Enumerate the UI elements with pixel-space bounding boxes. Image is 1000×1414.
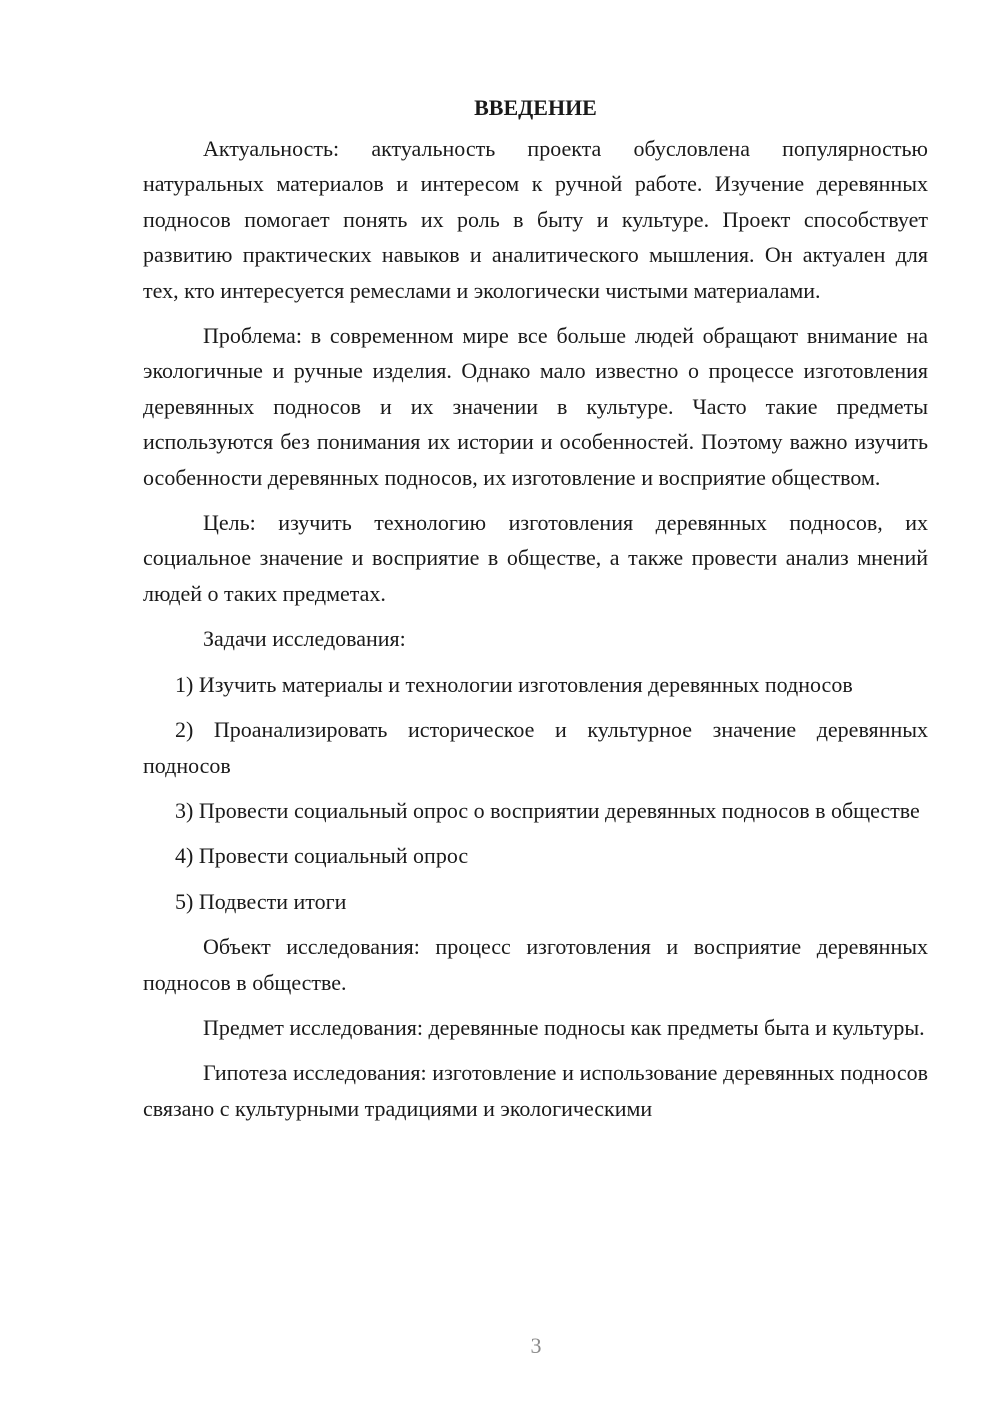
task-item-3: 3) Провести социальный опрос о восприятии деревянных подносов в обществе: [175, 797, 920, 823]
paragraph-subject: Предмет исследования: деревянные подносы как предметы быта и культуры.: [203, 1014, 925, 1040]
task-item-4: 4) Провести социальный опрос: [175, 843, 469, 869]
section-title: ВВЕДЕНИЕ: [474, 95, 597, 120]
page-number: 3: [530, 1333, 542, 1358]
paragraph-hypothesis: Гипотеза исследования: изготовление и использование деревянных подносов связано с культурными традициями и экологическими: [143, 1060, 928, 1121]
paragraph-goal: Цель: изучить технологию изготовления деревянных подносов, их социальное значение и восприятие в обществе, а также провести анализ мнений людей о таких предметах.: [143, 510, 928, 606]
task-item-1: 1) Изучить материалы и технологии изготовления деревянных подносов: [175, 671, 853, 697]
paragraph-object: Объект исследования: процесс изготовления и восприятие деревянных подносов в обществе.: [143, 934, 928, 995]
paragraph-tasks-heading: Задачи исследования:: [203, 626, 406, 652]
paragraph-relevance: Актуальность: актуальность проекта обусловлена популярностью натуральных материалов и интересом к ручной работе. Изучение деревянных подносов помогает понять их роль в быту и культуре. Проект способствует развитию практических навыков и аналитического мышления. Он актуален для тех, кто интересуется ремеслами и экологически чистыми материалами.: [143, 136, 928, 303]
paragraph-problem: Проблема: в современном мире все больше людей обращают внимание на экологичные и ручные изделия. Однако мало известно о процессе изготовления деревянных подносов и их значении в культуре. Часто такие предметы используются без понимания их истории и особенностей. Поэтому важно изучить особенности деревянных подносов, их изготовление и восприятие обществом.: [143, 323, 928, 490]
task-item-5: 5) Подвести итоги: [175, 888, 347, 914]
task-item-2: 2) Проанализировать историческое и культурное значение деревянных подносов: [143, 717, 928, 778]
document-page: [143, 90, 928, 1136]
